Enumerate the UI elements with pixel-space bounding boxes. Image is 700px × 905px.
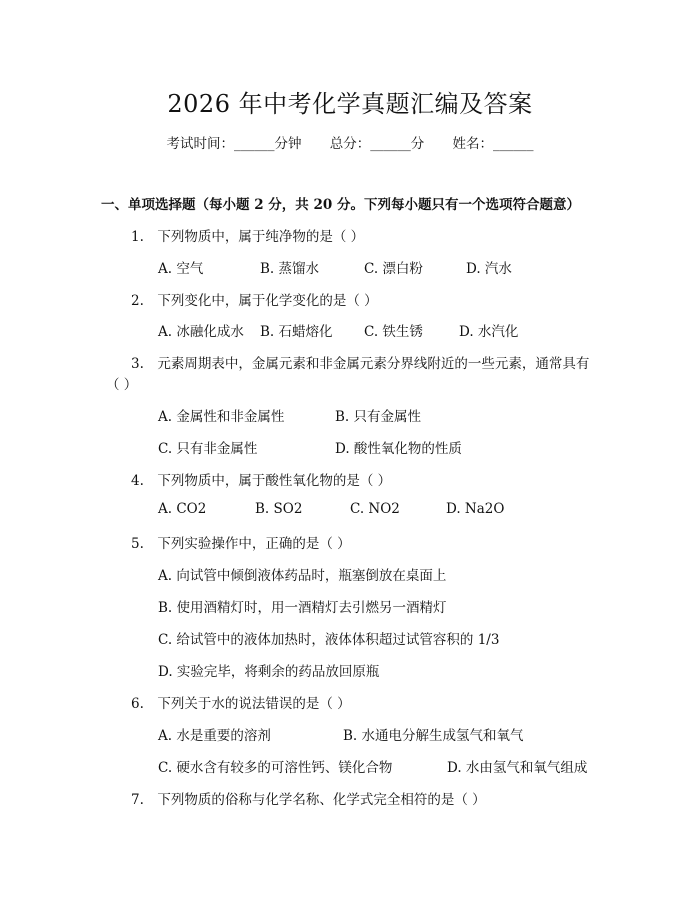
- question-stem: 7. 下列物质的俗称与化学名称、化学式完全相符的是（ ）: [131, 792, 486, 808]
- exam-meta: [0, 132, 700, 152]
- question-stem: 5. 下列实验操作中，正确的是（ ）: [131, 536, 351, 552]
- option: D. 汽水: [466, 261, 512, 277]
- page-title: 2026 年中考化学真题汇编及答案: [167, 90, 533, 118]
- exam-name: 姓名：______: [452, 136, 534, 152]
- option: A. CO2: [158, 501, 207, 517]
- option: C. 漂白粉: [364, 261, 423, 277]
- question-stem: 1. 下列物质中，属于纯净物的是（ ）: [131, 229, 365, 245]
- option: D. 水汽化: [459, 324, 519, 340]
- option: D. 酸性氧化物的性质: [335, 441, 462, 457]
- option: C. 铁生锈: [364, 324, 423, 340]
- option: D. 水由氢气和氧气组成: [447, 760, 588, 776]
- option: D. Na2O: [446, 501, 505, 517]
- option: C. NO2: [350, 501, 400, 517]
- option: A. 空气: [158, 261, 204, 277]
- question-stem: 3. 元素周期表中，金属元素和非金属元素分界线附近的一些元素，通常具有: [131, 356, 590, 372]
- question-stem-continued: （ ）: [106, 377, 138, 393]
- exam-score: 总分：______分: [329, 136, 425, 152]
- option: D. 实验完毕，将剩余的药品放回原瓶: [158, 664, 380, 680]
- section-heading: 一、单项选择题（每小题 2 分，共 20 分。下列每小题只有一个选项符合题意）: [101, 197, 580, 213]
- question-stem: 2. 下列变化中，属于化学变化的是（ ）: [131, 293, 378, 309]
- option: A. 金属性和非金属性: [158, 409, 285, 425]
- option: A. 向试管中倾倒液体药品时，瓶塞倒放在桌面上: [158, 568, 447, 584]
- option: B. 只有金属性: [335, 409, 422, 425]
- question-stem: 4. 下列物质中，属于酸性氧化物的是（ ）: [131, 473, 392, 489]
- option: B. SO2: [255, 501, 303, 517]
- option: A. 水是重要的溶剂: [158, 728, 271, 744]
- question-stem: 6. 下列关于水的说法错误的是（ ）: [131, 696, 351, 712]
- exam-time: 考试时间：______分钟: [166, 136, 302, 152]
- option: C. 硬水含有较多的可溶性钙、镁化合物: [158, 760, 393, 776]
- option: B. 水通电分解生成氢气和氧气: [343, 728, 524, 744]
- option: B. 石蜡熔化: [260, 324, 333, 340]
- option: B. 使用酒精灯时，用一酒精灯去引燃另一酒精灯: [158, 600, 447, 616]
- option: A. 冰融化成水: [158, 324, 244, 340]
- option: C. 给试管中的液体加热时，液体体积超过试管容积的 1/3: [158, 632, 500, 648]
- option: C. 只有非金属性: [158, 441, 258, 457]
- option: B. 蒸馏水: [260, 261, 320, 277]
